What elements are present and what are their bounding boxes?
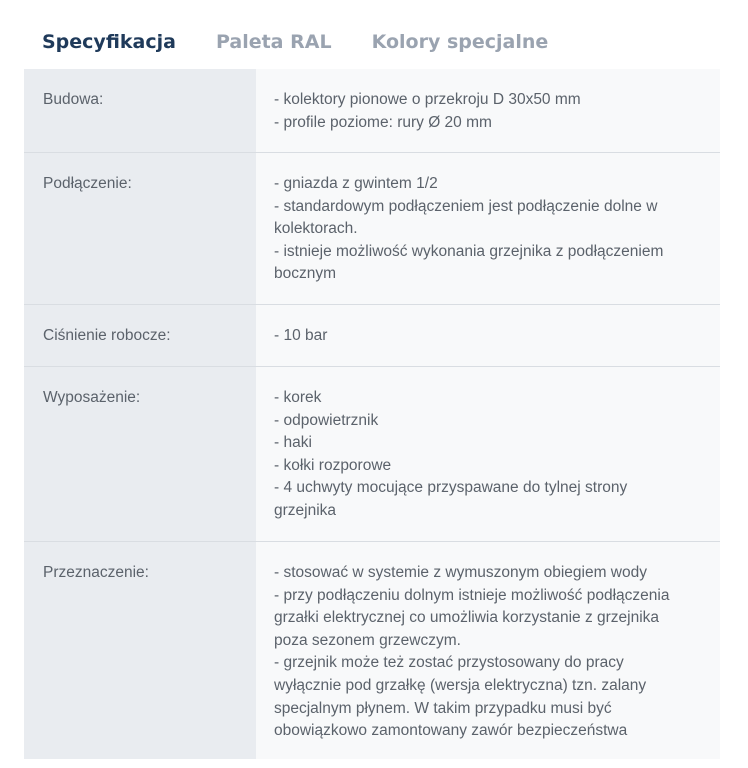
- spec-line: - korek: [274, 389, 322, 406]
- spec-line: - profile poziome: rury Ø 20 mm: [274, 113, 492, 131]
- spec-row-wyposazenie: [24, 367, 720, 542]
- tab-specyfikacja[interactable]: Specyfikacja: [42, 31, 176, 53]
- spec-label: Ciśnienie robocze:: [24, 305, 256, 366]
- spec-value: [256, 305, 720, 366]
- spec-line: obowiązkowo zamontowany zawór bezpieczeństwa: [274, 722, 628, 740]
- spec-row-budowa: [24, 69, 720, 153]
- spec-value: [256, 69, 720, 152]
- spec-line: - stosować w systemie z wymuszonym obiegiem wody: [274, 564, 647, 581]
- spec-line: poza sezonem grzewczym.: [274, 631, 461, 649]
- spec-line: - standardowym podłączeniem jest podłączenie dolne w: [274, 197, 658, 215]
- spec-value: [256, 542, 720, 759]
- spec-line: - odpowietrznik: [274, 411, 379, 429]
- spec-line: - gniazda z gwintem 1/2: [274, 175, 438, 192]
- tab-paleta-ral[interactable]: Paleta RAL: [215, 31, 332, 53]
- spec-value: [256, 367, 720, 541]
- specification-table: [24, 69, 720, 759]
- spec-value: [256, 153, 720, 304]
- spec-line: - przy podłączeniu dolnym istnieje możliwość podłączenia: [274, 586, 670, 604]
- spec-label: Wyposażenie:: [24, 367, 256, 541]
- spec-row-przeznaczenie: [24, 542, 720, 759]
- spec-line: - kolektory pionowe o przekroju D 30x50 mm: [274, 91, 581, 108]
- spec-line: wyłącznie pod grzałkę (wersja elektryczna) tzn. zalany: [274, 676, 647, 694]
- spec-label: Przeznaczenie:: [24, 542, 256, 759]
- spec-line: - istnieje możliwość wykonania grzejnika z podłączeniem: [274, 242, 664, 260]
- tab-kolory-specjalne[interactable]: Kolory specjalne: [371, 31, 549, 53]
- spec-line: bocznym: [274, 265, 337, 283]
- tab-bar: [42, 27, 588, 57]
- spec-line: - haki: [274, 434, 312, 452]
- spec-label: Budowa:: [24, 69, 256, 152]
- spec-row-cisnienie-robocze: [24, 305, 720, 367]
- spec-row-podlaczenie: [24, 153, 720, 305]
- spec-line: - 4 uchwyty mocujące przyspawane do tylnej strony: [274, 479, 628, 497]
- spec-line: specjalnym płynem. W takim przypadku musi być: [274, 699, 612, 717]
- spec-line: grzejnika: [274, 501, 337, 519]
- spec-line: - kołki rozporowe: [274, 456, 392, 474]
- spec-line: - grzejnik może też zostać przystosowany do pracy: [274, 654, 624, 672]
- spec-line: - 10 bar: [274, 327, 328, 344]
- spec-label: Podłączenie:: [24, 153, 256, 304]
- spec-line: kolektorach.: [274, 220, 358, 238]
- spec-line: grzałki elektrycznej co umożliwia korzystanie z grzejnika: [274, 609, 660, 627]
